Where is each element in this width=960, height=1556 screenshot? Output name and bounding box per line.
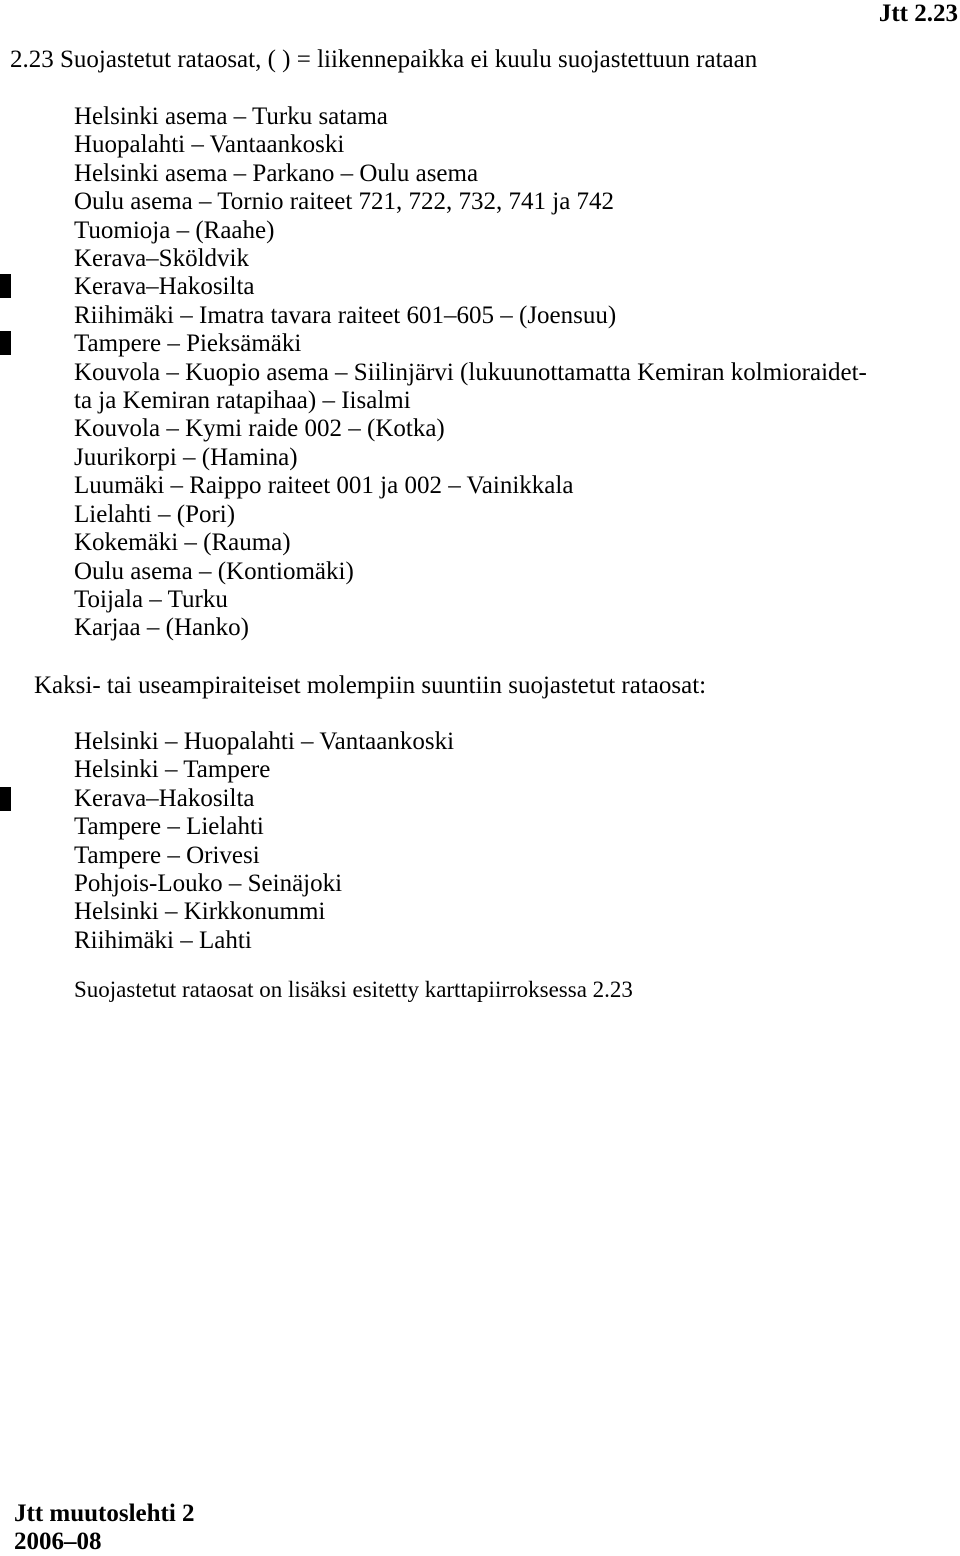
list-item: Tampere – Pieksämäki [74,330,302,358]
list-item: Kouvola – Kuopio asema – Siilinjärvi (lukuunottamatta Kemiran kolmioraidet- [74,358,867,386]
list-item: Oulu asema – (Kontiomäki) [74,557,354,585]
list-item: Oulu asema – Tornio raiteet 721, 722, 732, 741 ja 742 [74,188,615,216]
list-item: Pohjois-Louko – Seinäjoki [74,870,343,898]
list-item: Riihimäki – Imatra tavara raiteet 601–605 – (Joensuu) [74,301,617,329]
list-item: Helsinki – Tampere [74,756,271,784]
footer-date: 2006–08 [14,1528,102,1555]
double-track-title: Kaksi- tai useampiraiteiset molempiin suuntiin suojastetut rataosat: [34,672,707,699]
list-item: Kerava–Hakosilta [74,273,255,301]
list-item: ta ja Kemiran ratapihaa) – Iisalmi [74,387,411,415]
change-bar [0,331,11,355]
page-code: Jtt 2.23 [878,0,958,27]
list-item: Kerava–Sköldvik [74,245,249,273]
list-item: Toijala – Turku [74,585,228,613]
change-bar [0,787,11,811]
map-reference-note: Suojastetut rataosat on lisäksi esitetty karttapiirroksessa 2.23 [74,977,633,1002]
list-item: Huopalahti – Vantaankoski [74,131,345,159]
list-item: Helsinki – Huopalahti – Vantaankoski [74,728,455,755]
list-item: Tampere – Lielahti [74,813,264,841]
list-item: Helsinki – Kirkkonummi [74,898,326,926]
list-item: Helsinki asema – Turku satama [74,103,388,130]
footer-revision: Jtt muutoslehti 2 [14,1500,195,1527]
list-item: Lielahti – (Pori) [74,500,236,528]
change-bar [0,274,11,298]
double-track-list [74,728,954,955]
list-item: Helsinki asema – Parkano – Oulu asema [74,159,479,187]
list-item: Riihimäki – Lahti [74,926,252,954]
list-item: Kouvola – Kymi raide 002 – (Kotka) [74,415,445,443]
section-title: 2.23 Suojastetut rataosat, ( ) = liikennepaikka ei kuulu suojastettuun rataan [10,46,758,73]
list-item: Karjaa – (Hanko) [74,614,249,642]
list-item: Tampere – Orivesi [74,841,260,869]
list-item: Tuomioja – (Raahe) [74,216,275,244]
list-item: Kerava–Hakosilta [74,784,255,812]
footer [14,1500,195,1556]
list-item: Kokemäki – (Rauma) [74,529,291,557]
list-item: Luumäki – Raippo raiteet 001 ja 002 – Vainikkala [74,472,574,500]
list-item: Juurikorpi – (Hamina) [74,443,298,471]
protected-sections-list [74,103,954,643]
